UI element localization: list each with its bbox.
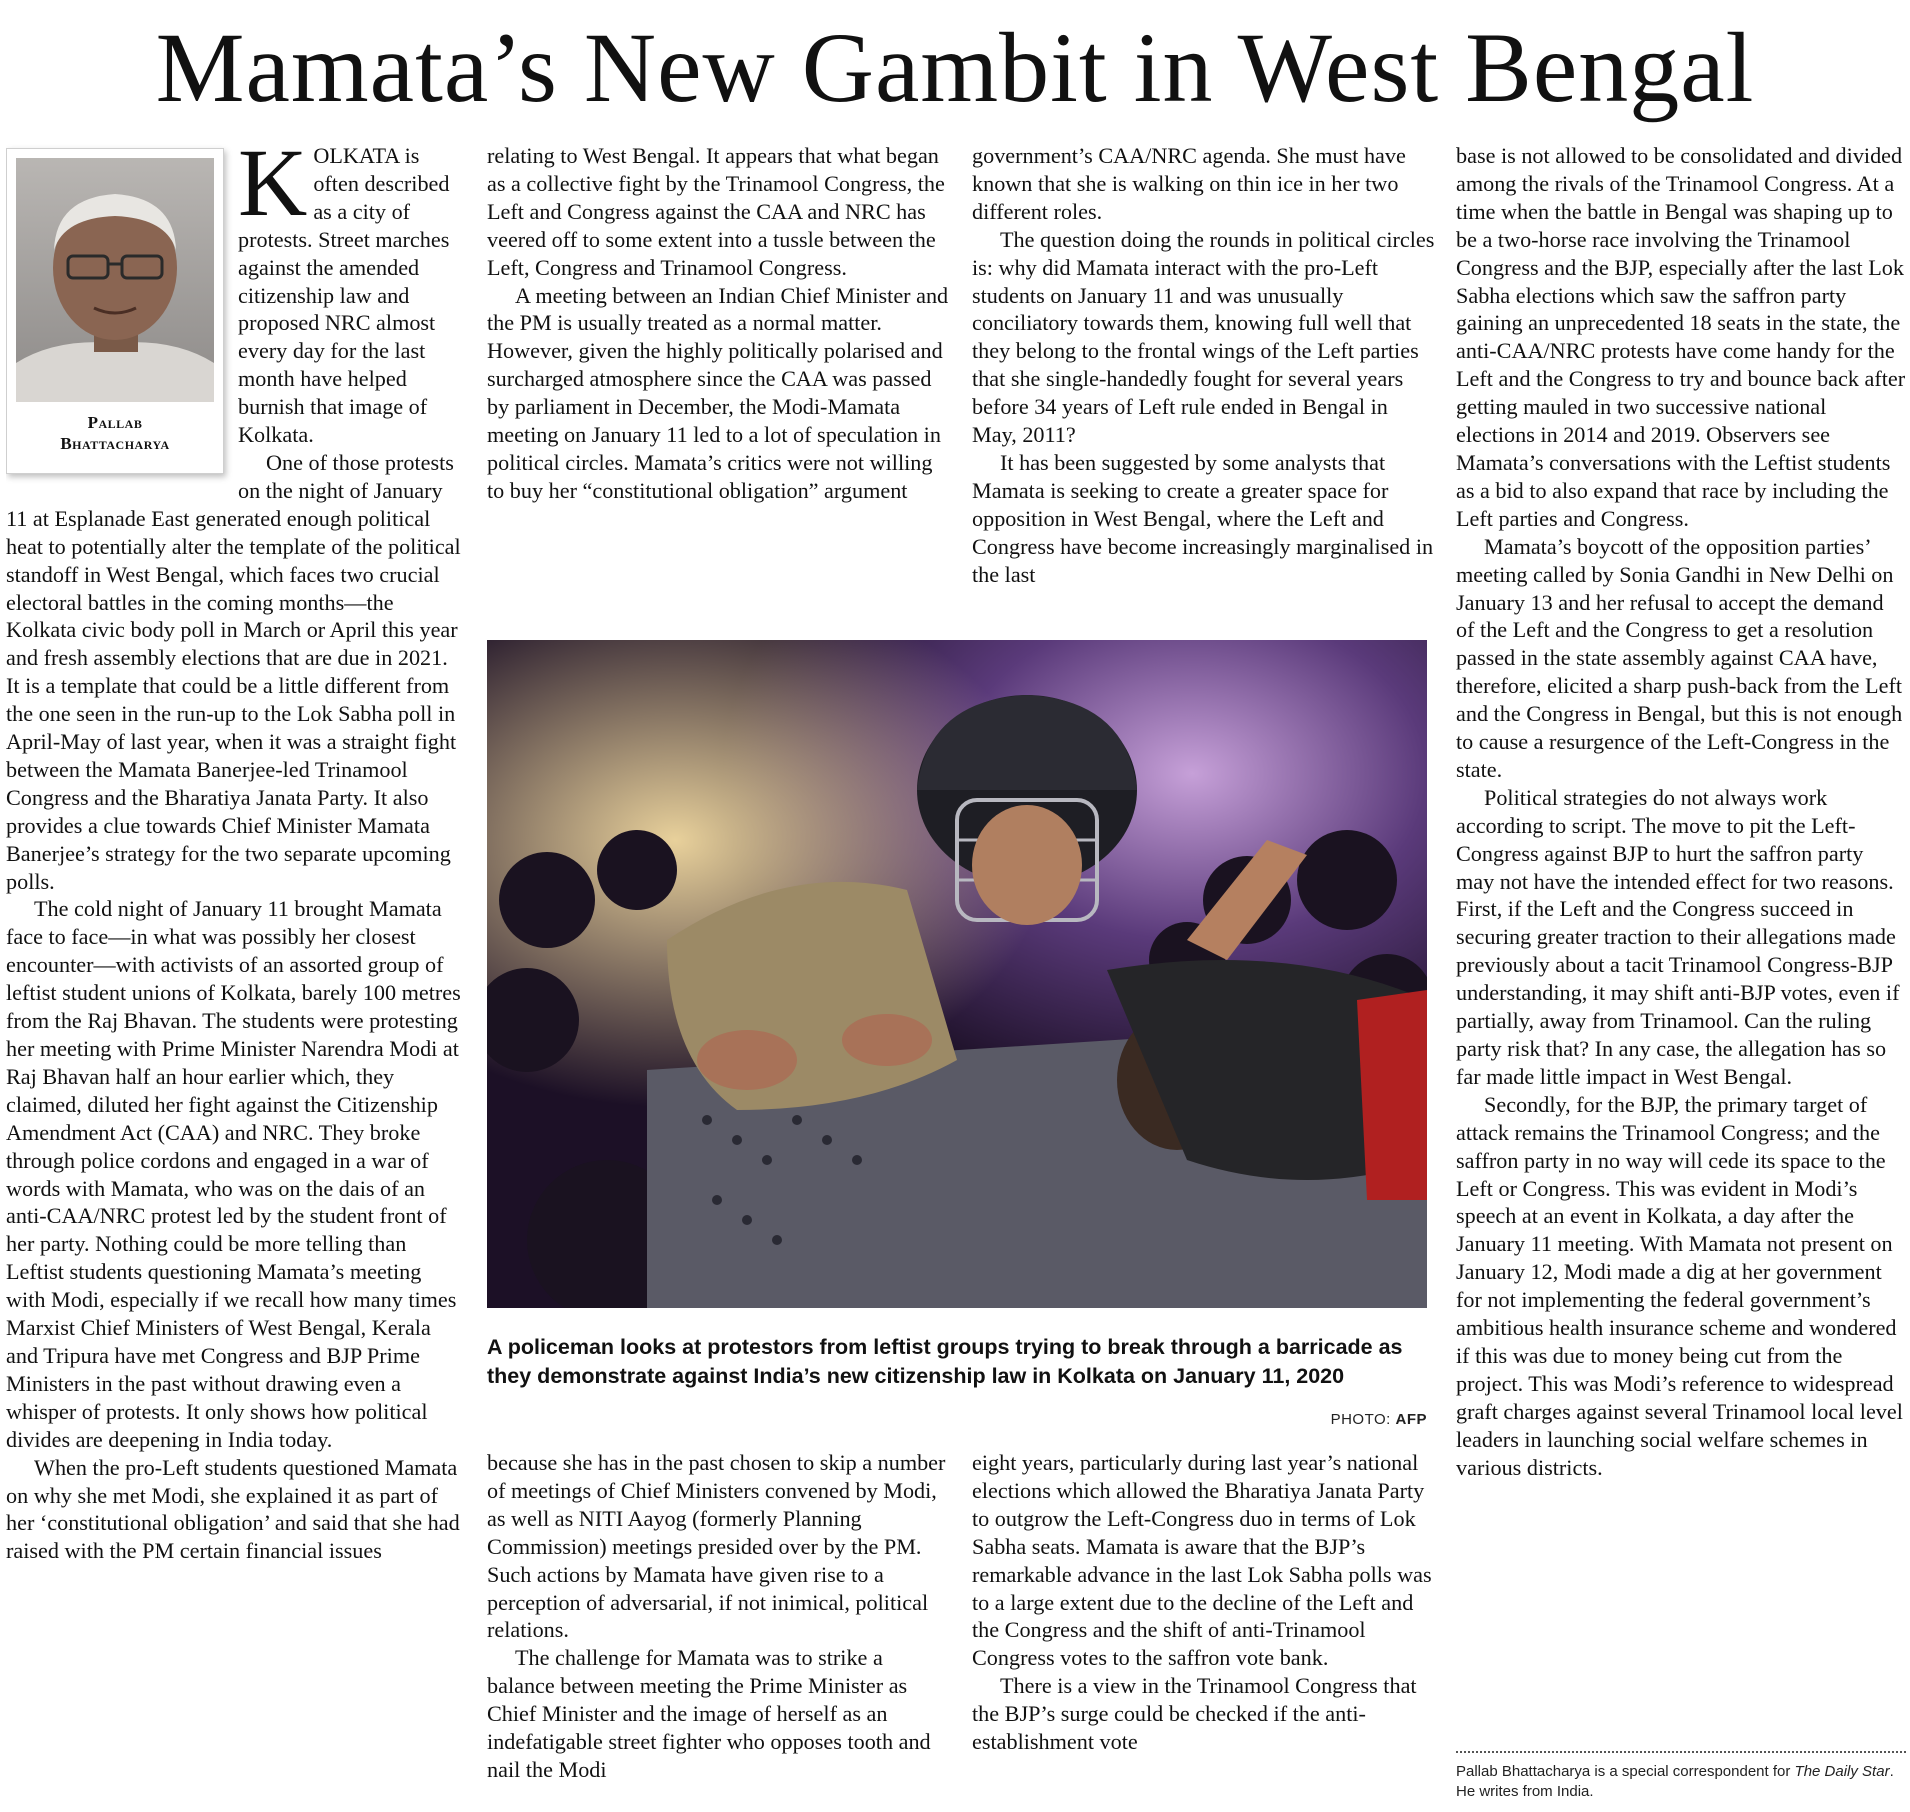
photo-caption: A policeman looks at protestors from leftist groups trying to break through a barricade as they demonstrate against India’s new citizenship law in Kolkata on January 11, 2020 — [487, 1335, 1403, 1388]
paragraph: base is not allowed to be consolidated and divided among the rivals of the Trinamool Congress. At a time when the battle in Bengal was shaping up to be a two-horse race involving the Trinamool Congress and the BJP, especially after the last Lok Sabha elections which saw the saffron party gaining an unprecedented 18 seats in the state, the anti-CAA/NRC protests have come handy for the Left and the Congress to try and bounce back after getting mauled in two successive national elections in 2014 and 2019. Observers see Mamata’s conversations with the Leftist students as a bid to also expand that race by including the Left parties and Congress. — [1456, 143, 1906, 531]
paragraph: eight years, particularly during last year’s national elections which allowed the Bharatiya Janata Party to outgrow the Left-Congress duo in terms of Lok Sabha seats. Mamata is aware that the BJP’s remarkable advance in the last Lok Sabha polls was to a large extent due to the decline of the Left and the Congress and the shift of anti-Trinamool Congress votes to the saffron vote bank. — [972, 1450, 1432, 1671]
photo-credit-label: PHOTO: — [1330, 1411, 1391, 1428]
bio-publication: The Daily Star — [1794, 1763, 1890, 1780]
paragraph: Political strategies do not always work according to script. The move to pit the Left-Congress against BJP to hurt the saffron party may not have the intended effect for two reasons. First, if the Left and the Congress succeed in securing greater traction to their allegations made previously about a tacit Trinamool Congress-BJP understanding, it may shift anti-BJP votes, even if partially, away from Trinamool. Can the ruling party risk that? In any case, the allegation has so far made little impact in West Bengal. — [1456, 784, 1900, 1089]
article-column-3-bottom — [972, 1449, 1435, 1809]
paragraph: relating to West Bengal. It appears that what began as a collective fight by the Trinamool Congress, the Left and Congress against the CAA and NRC has veered off to some extent into a tussle between the Left, Congress and Trinamool Congress. — [487, 143, 945, 280]
article-column-3-top — [972, 142, 1435, 612]
paragraph: Secondly, for the BJP, the primary target of attack remains the Trinamool Congress; and the saffron party in no way will cede its space to the Left or Congress. This was evident in Modi’s speech at an event in Kolkata, a day after the January 11 meeting. With Mamata not present on January 12, Modi made a dig at her government for not implementing the federal government’s ambitious health insurance scheme and wondered if this was due to money being cut from the project. This was Modi’s reference to widespread graft charges against several Trinamool local level leaders in launching social welfare schemes in various districts. — [1456, 1091, 1903, 1480]
article-column-1 — [6, 142, 462, 1810]
paragraph: When the pro-Left students questioned Mamata on why she met Modi, she explained it as part of her ‘constitutional obligation’ and said that she had raised with the PM certain financial issues — [6, 1454, 460, 1564]
paragraph-text: OLKATA is often described as a city of protests. Street marches against the amended citizenship law and proposed NRC almost every day for the last month have helped burnish that image of Kolkata. — [238, 143, 450, 448]
article-column-2-bottom — [487, 1449, 950, 1809]
paragraph: because she has in the past chosen to skip a number of meetings of Chief Ministers convened by Modi, as well as NITI Aayog (formerly Planning Commission) meetings presided over by the PM. Such actions by Mamata have given rise to a perception of adversarial, if not inimical, political relations. — [487, 1450, 946, 1643]
paragraph: Mamata’s boycott of the opposition parties’ meeting called by Sonia Gandhi in New Delhi on January 13 and her refusal to accept the demand of the Left and the Congress to get a resolution passed in the state assembly against CAA have, therefore, elicited a sharp push-back from the Left and the Congress in Bengal, but this is not enough to cause a resurgence of the Left-Congress in the state. — [1456, 533, 1903, 782]
bio-text-after: . He writes from India. — [1456, 1763, 1894, 1800]
paragraph: The challenge for Mamata was to strike a balance between meeting the Prime Minister as Chief Minister and the image of herself as an indefatigable street fighter who opposes tooth and nail the Modi — [487, 1645, 931, 1782]
author-photo — [16, 158, 214, 402]
paragraph: A meeting between an Indian Chief Minister and the PM is usually treated as a normal matter. However, given the highly politically polarised and surcharged atmosphere since the CAA was passed by parliament in December, the Modi-Mamata meeting on January 11 led to a lot of speculation in political circles. Mamata’s critics were not willing to buy her “constitutional obligation” argument — [487, 282, 949, 503]
author-name-line1: Pallab — [87, 413, 143, 432]
bio-text-before: Pallab Bhattacharya is a special correspondent for — [1456, 1763, 1795, 1780]
bio-divider — [1456, 1751, 1906, 1753]
drop-cap: K — [238, 142, 308, 236]
article-column-4 — [1456, 142, 1906, 1742]
paragraph: One of those protests on the night of January 11 at Esplanade East generated enough political heat to potentially alter the template of the political standoff in West Bengal, which faces two crucial electoral battles in the coming months—the Kolkata civic body poll in March or April this year and fresh assembly elections that are due in 2021. It is a template that could be a little different from the one seen in the run-up to the Lok Sabha poll in April-May of last year, when it was a straight fight between the Mamata Banerjee-led Trinamool Congress and the Bharatiya Janata Party. It also provides a clue towards Chief Minister Mamata Banerjee’s strategy for the two separate upcoming polls. — [6, 449, 461, 894]
paragraph: government’s CAA/NRC agenda. She must have known that she is walking on thin ice in her two different roles. — [972, 143, 1406, 224]
author-box — [6, 148, 224, 474]
paragraph: The cold night of January 11 brought Mamata face to face—in what was possibly her closest encounter—with activists of an assorted group of leftist student unions of Kolkata, barely 100 metres from the Raj Bhavan. The students were protesting her meeting with Prime Minister Narendra Modi at Raj Bhavan half an hour earlier which, they claimed, diluted her fight against the Citizenship Amendment Act (CAA) and NRC. They broke through police cordons and engaged in a war of words with Mamata, who was on the dais of an anti-CAA/NRC protest led by the student front of her party. Nothing could be more telling than Leftist students questioning Mamata’s meeting with Modi, especially if we recall how many times Marxist Chief Ministers of West Bengal, Kerala and Tripura have met Congress and BJP Prime Ministers in the past without drawing even a whisper of protests. It only shows how political divides are deepening in India today. — [6, 896, 461, 1452]
headline: Mamata’s New Gambit in West Bengal — [155, 12, 1755, 123]
news-photo — [487, 640, 1427, 1308]
article-column-2-top — [487, 142, 950, 612]
photo-credit — [1290, 1410, 1427, 1430]
author-name-line2: Bhattacharya — [60, 434, 170, 453]
author-bio — [1456, 1762, 1906, 1802]
protest-scene-illustration — [487, 640, 1427, 1308]
paragraph: The question doing the rounds in political circles is: why did Mamata interact with the pro-Left students on January 11 and was unusually conciliatory towards them, knowing full well that they belong to the frontal wings of the Left parties that she single-handedly fought for several years before 34 years of Left rule ended in Bengal in May, 2011? — [972, 226, 1435, 448]
paragraph: It has been suggested by some analysts that Mamata is seeking to create a greater space for opposition in West Bengal, where the Left and Congress have become increasingly marginalised in the last — [972, 449, 1434, 587]
author-name — [16, 412, 214, 454]
paragraph: There is a view in the Trinamool Congress that the BJP’s surge could be checked if the anti-establishment vote — [972, 1673, 1417, 1755]
photo-credit-source: AFP — [1395, 1411, 1427, 1428]
